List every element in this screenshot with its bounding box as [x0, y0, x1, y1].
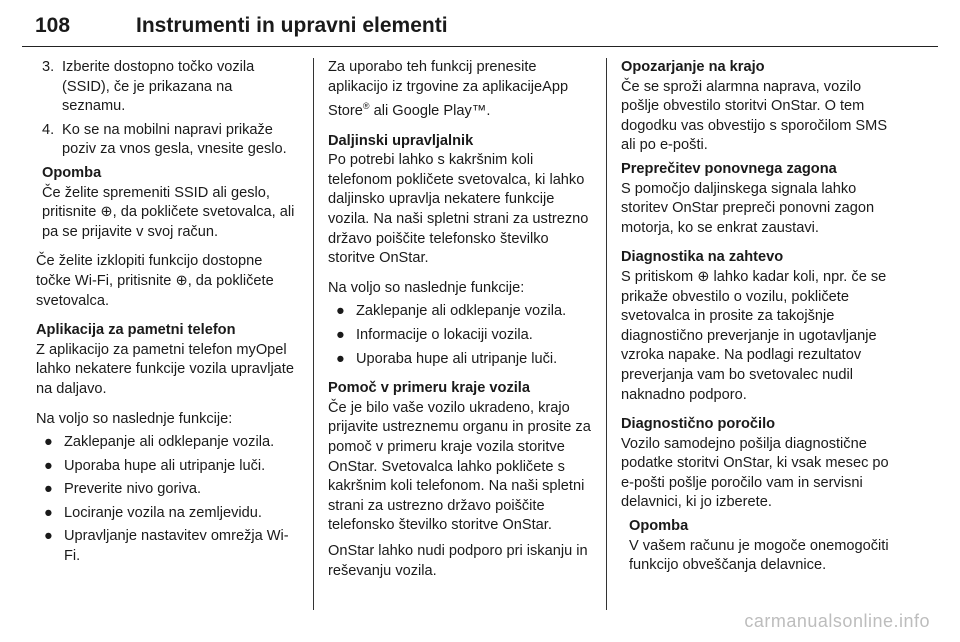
- note-text: V vašem računu je mogoče onemogočiti funkcijo obveščanja delavnice.: [629, 537, 889, 574]
- bullet-icon: ●: [336, 303, 345, 320]
- list-item: ● Lociranje vozila na zemljevidu.: [36, 504, 298, 524]
- alarm-paragraph: Če se sproži alarmna naprava, vozilo pošlje obvestilo storitvi OnStar. O tem dogodku vas obvestijo s sporočilom SMS ali po e-pošti.: [621, 78, 888, 154]
- page-header: [22, 4, 938, 48]
- list-item: ● Uporaba hupe ali utripanje luči.: [328, 350, 594, 370]
- app-paragraph: Z aplikacijo za pametni telefon myOpel lahko nekatere funkcije vozila upravljate na daljavo.: [36, 341, 294, 397]
- note-title: Opomba: [629, 518, 689, 535]
- bullet-icon: ●: [44, 504, 53, 521]
- header-divider: [22, 46, 938, 47]
- support-paragraph: OnStar lahko nudi podporo pri iskanju in reševanju vozila.: [328, 542, 588, 579]
- column-divider-2: [606, 58, 607, 610]
- watermark: carmanualsonline.info: [744, 611, 930, 631]
- step-3: 3. Izberite dostopno točko vozila (SSID), če je prikazana na seznamu.: [42, 59, 255, 115]
- download-paragraph: Za uporabo teh funkcij prenesite aplikacijo iz trgovine za aplikacijeApp Store® ali Google Play™.: [328, 59, 569, 120]
- app-functions-list: [36, 433, 298, 567]
- note-text: Če želite spremeniti SSID ali geslo, pritisnite ⊕, da pokličete svetovalca, ali pa se prijavite v svoj račun.: [42, 184, 295, 240]
- diagnostics-heading: Diagnostika na zahtevo: [621, 249, 784, 266]
- note-box: [42, 164, 298, 242]
- restart-paragraph: S pomočjo daljinskega signala lahko storitev OnStar prepreči ponovni zagon motorja, ko se enkrat zaustavi.: [621, 180, 875, 236]
- remote-functions-list: [328, 302, 594, 369]
- column-1: [36, 58, 298, 577]
- list-item: ● Preverite nivo goriva.: [36, 480, 298, 500]
- bullet-icon: ●: [44, 457, 53, 474]
- bullet-icon: ●: [336, 326, 345, 343]
- remote-heading: Daljinski upravljalnik: [328, 132, 474, 149]
- bullet-icon: ●: [44, 481, 53, 498]
- list-item: ● Upravljanje nastavitev omrežja Wi-Fi.: [44, 528, 289, 565]
- note-title: Opomba: [42, 164, 102, 181]
- diagnostics-paragraph: S pritiskom ⊕ lahko kadar koli, npr. če se prikaže obvestilo o vozilu, pokličete svetovalca in prosite za takojšnje diagnostično preverjanje in ugotavljanje vzroka napake. Na podlagi rezultatov preverjanja vam bo svetovalec nudil naknadno podporo.: [621, 268, 887, 403]
- report-paragraph: Vozilo samodejno pošilja diagnostične podatke storitvi OnStar, ki vsak mesec po e-pošti pošlje poročilo vam in servisni delavnici, ki jo izberete.: [621, 435, 889, 511]
- page-number: 108: [35, 14, 71, 37]
- column-2: [328, 58, 594, 591]
- column-divider-1: [313, 58, 314, 610]
- report-heading: Diagnostično poročilo: [621, 416, 776, 433]
- step-4: 4. Ko se na mobilni napravi prikaže poziv za vnos gesla, vnesite geslo.: [42, 121, 287, 158]
- functions-intro: Na voljo so naslednje funkcije:: [36, 410, 233, 427]
- bullet-icon: ●: [336, 350, 345, 367]
- list-item: ● Informacije o lokaciji vozila.: [328, 326, 594, 346]
- theft-heading: Pomoč v primeru kraje vozila: [328, 380, 530, 397]
- alarm-heading: Opozarjanje na krajo: [621, 59, 765, 75]
- bullet-icon: ●: [44, 528, 53, 545]
- app-heading: Aplikacija za pametni telefon: [36, 322, 236, 339]
- restart-heading: Preprečitev ponovnega zagona: [621, 160, 837, 177]
- wifi-off-paragraph: Če želite izklopiti funkcijo dostopne točke Wi-Fi, pritisnite ⊕, da pokličete svetovalca.: [36, 253, 274, 309]
- column-3: [621, 58, 889, 576]
- note-box: [629, 517, 889, 576]
- chapter-title: Instrumenti in upravni elementi: [136, 14, 448, 37]
- step-text: Ko se na mobilni napravi prikaže poziv za vnos gesla, vnesite geslo.: [62, 121, 287, 158]
- step-text: Izberite dostopno točko vozila (SSID), če je prikazana na seznamu.: [62, 59, 255, 115]
- bullet-icon: ●: [44, 434, 53, 451]
- list-item: ● Zaklepanje ali odklepanje vozila.: [36, 433, 298, 453]
- functions-intro: Na voljo so naslednje funkcije:: [328, 279, 525, 296]
- remote-paragraph: Po potrebi lahko s kakršnim koli telefonom pokličete svetovalca, ki lahko daljinsko upravlja nekatere funkcije vozila. Na naši spletni strani za ustrezno državo poiščite telefonsko številko storitve OnStar.: [328, 152, 589, 267]
- list-item: ● Uporaba hupe ali utripanje luči.: [36, 457, 298, 477]
- theft-paragraph: Če je bilo vaše vozilo ukradeno, krajo prijavite ustreznemu organu in prosite za pomoč v primeru kraje vozila storitve OnStar. Svetovalca lahko pokličete s kakršnim koli telefonom. Na naši spletni strani za ustrezno državo poiščite telefonsko številko storitve OnStar.: [328, 399, 591, 534]
- list-item: ● Zaklepanje ali odklepanje vozila.: [328, 302, 594, 322]
